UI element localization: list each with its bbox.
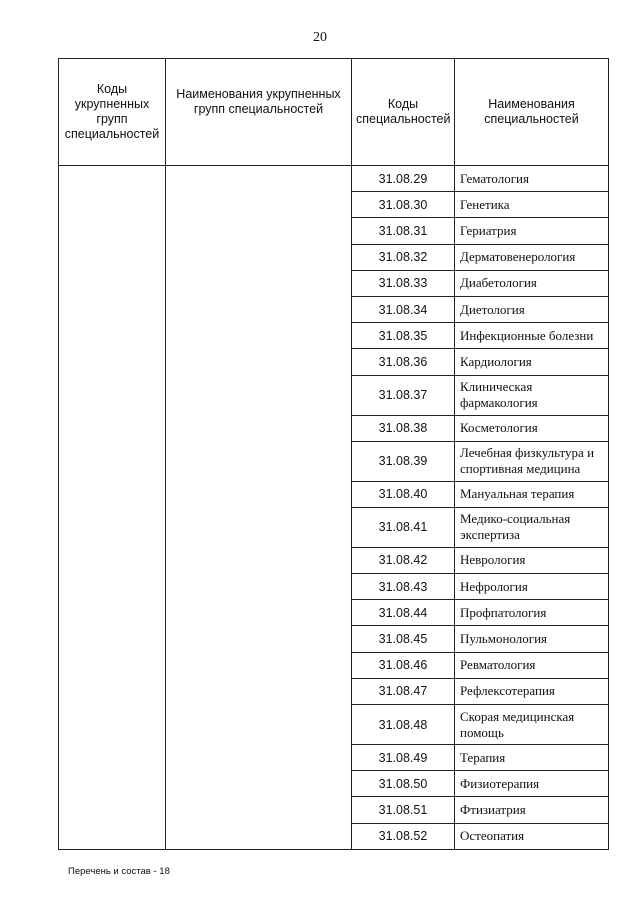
specialty-code: 31.08.30 bbox=[352, 192, 455, 218]
header-group-names: Наименования укрупненных групп специальностей bbox=[166, 59, 352, 166]
specialty-name: Дерматовенерология bbox=[455, 244, 609, 270]
specialty-name: Скорая медицинская помощь bbox=[455, 705, 609, 745]
specialty-code: 31.08.34 bbox=[352, 296, 455, 322]
specialty-name: Диетология bbox=[455, 296, 609, 322]
specialty-code: 31.08.44 bbox=[352, 600, 455, 626]
specialty-name: Пульмонология bbox=[455, 626, 609, 652]
specialty-name: Кардиология bbox=[455, 349, 609, 375]
group-name-cell bbox=[166, 166, 352, 850]
specialty-name: Физиотерапия bbox=[455, 771, 609, 797]
specialty-code: 31.08.38 bbox=[352, 415, 455, 441]
specialty-code: 31.08.29 bbox=[352, 166, 455, 192]
specialty-code: 31.08.32 bbox=[352, 244, 455, 270]
header-group-codes: Коды укрупненных групп специальностей bbox=[59, 59, 166, 166]
specialty-name: Мануальная терапия bbox=[455, 481, 609, 507]
specialty-name: Лечебная физкультура и спортивная медицина bbox=[455, 441, 609, 481]
specialty-code: 31.08.45 bbox=[352, 626, 455, 652]
specialty-name: Медико-социальная экспертиза bbox=[455, 507, 609, 547]
specialty-code: 31.08.42 bbox=[352, 547, 455, 573]
specialty-name: Ревматология bbox=[455, 652, 609, 678]
specialty-code: 31.08.51 bbox=[352, 797, 455, 823]
specialty-name: Нефрология bbox=[455, 574, 609, 600]
specialty-code: 31.08.47 bbox=[352, 678, 455, 704]
specialty-name: Фтизиатрия bbox=[455, 797, 609, 823]
specialty-name: Терапия bbox=[455, 745, 609, 771]
specialty-name: Гематология bbox=[455, 166, 609, 192]
footer-note: Перечень и состав - 18 bbox=[68, 866, 170, 877]
specialty-name: Гериатрия bbox=[455, 218, 609, 244]
specialty-name: Неврология bbox=[455, 547, 609, 573]
specialty-code: 31.08.31 bbox=[352, 218, 455, 244]
specialty-name: Рефлексотерапия bbox=[455, 678, 609, 704]
header-spec-codes: Коды специальностей bbox=[352, 59, 455, 166]
specialty-code: 31.08.37 bbox=[352, 375, 455, 415]
specialty-name: Инфекционные болезни bbox=[455, 323, 609, 349]
table-row bbox=[59, 166, 609, 192]
specialty-code: 31.08.36 bbox=[352, 349, 455, 375]
page-number: 20 bbox=[313, 30, 327, 45]
specialty-code: 31.08.41 bbox=[352, 507, 455, 547]
specialty-code: 31.08.50 bbox=[352, 771, 455, 797]
specialty-name: Клиническая фармакология bbox=[455, 375, 609, 415]
specialties-table bbox=[58, 58, 609, 850]
specialty-code: 31.08.35 bbox=[352, 323, 455, 349]
specialty-name: Профпатология bbox=[455, 600, 609, 626]
specialty-name: Генетика bbox=[455, 192, 609, 218]
header-spec-names: Наименования специальностей bbox=[455, 59, 609, 166]
specialty-code: 31.08.33 bbox=[352, 270, 455, 296]
specialty-code: 31.08.49 bbox=[352, 745, 455, 771]
specialty-code: 31.08.39 bbox=[352, 441, 455, 481]
specialty-name: Диабетология bbox=[455, 270, 609, 296]
specialty-name: Косметология bbox=[455, 415, 609, 441]
specialty-code: 31.08.43 bbox=[352, 574, 455, 600]
specialty-code: 31.08.46 bbox=[352, 652, 455, 678]
table-header-row bbox=[59, 59, 609, 166]
specialty-name: Остеопатия bbox=[455, 823, 609, 849]
specialty-code: 31.08.48 bbox=[352, 705, 455, 745]
table-body bbox=[59, 166, 609, 850]
group-code-cell bbox=[59, 166, 166, 850]
specialty-code: 31.08.52 bbox=[352, 823, 455, 849]
specialty-code: 31.08.40 bbox=[352, 481, 455, 507]
